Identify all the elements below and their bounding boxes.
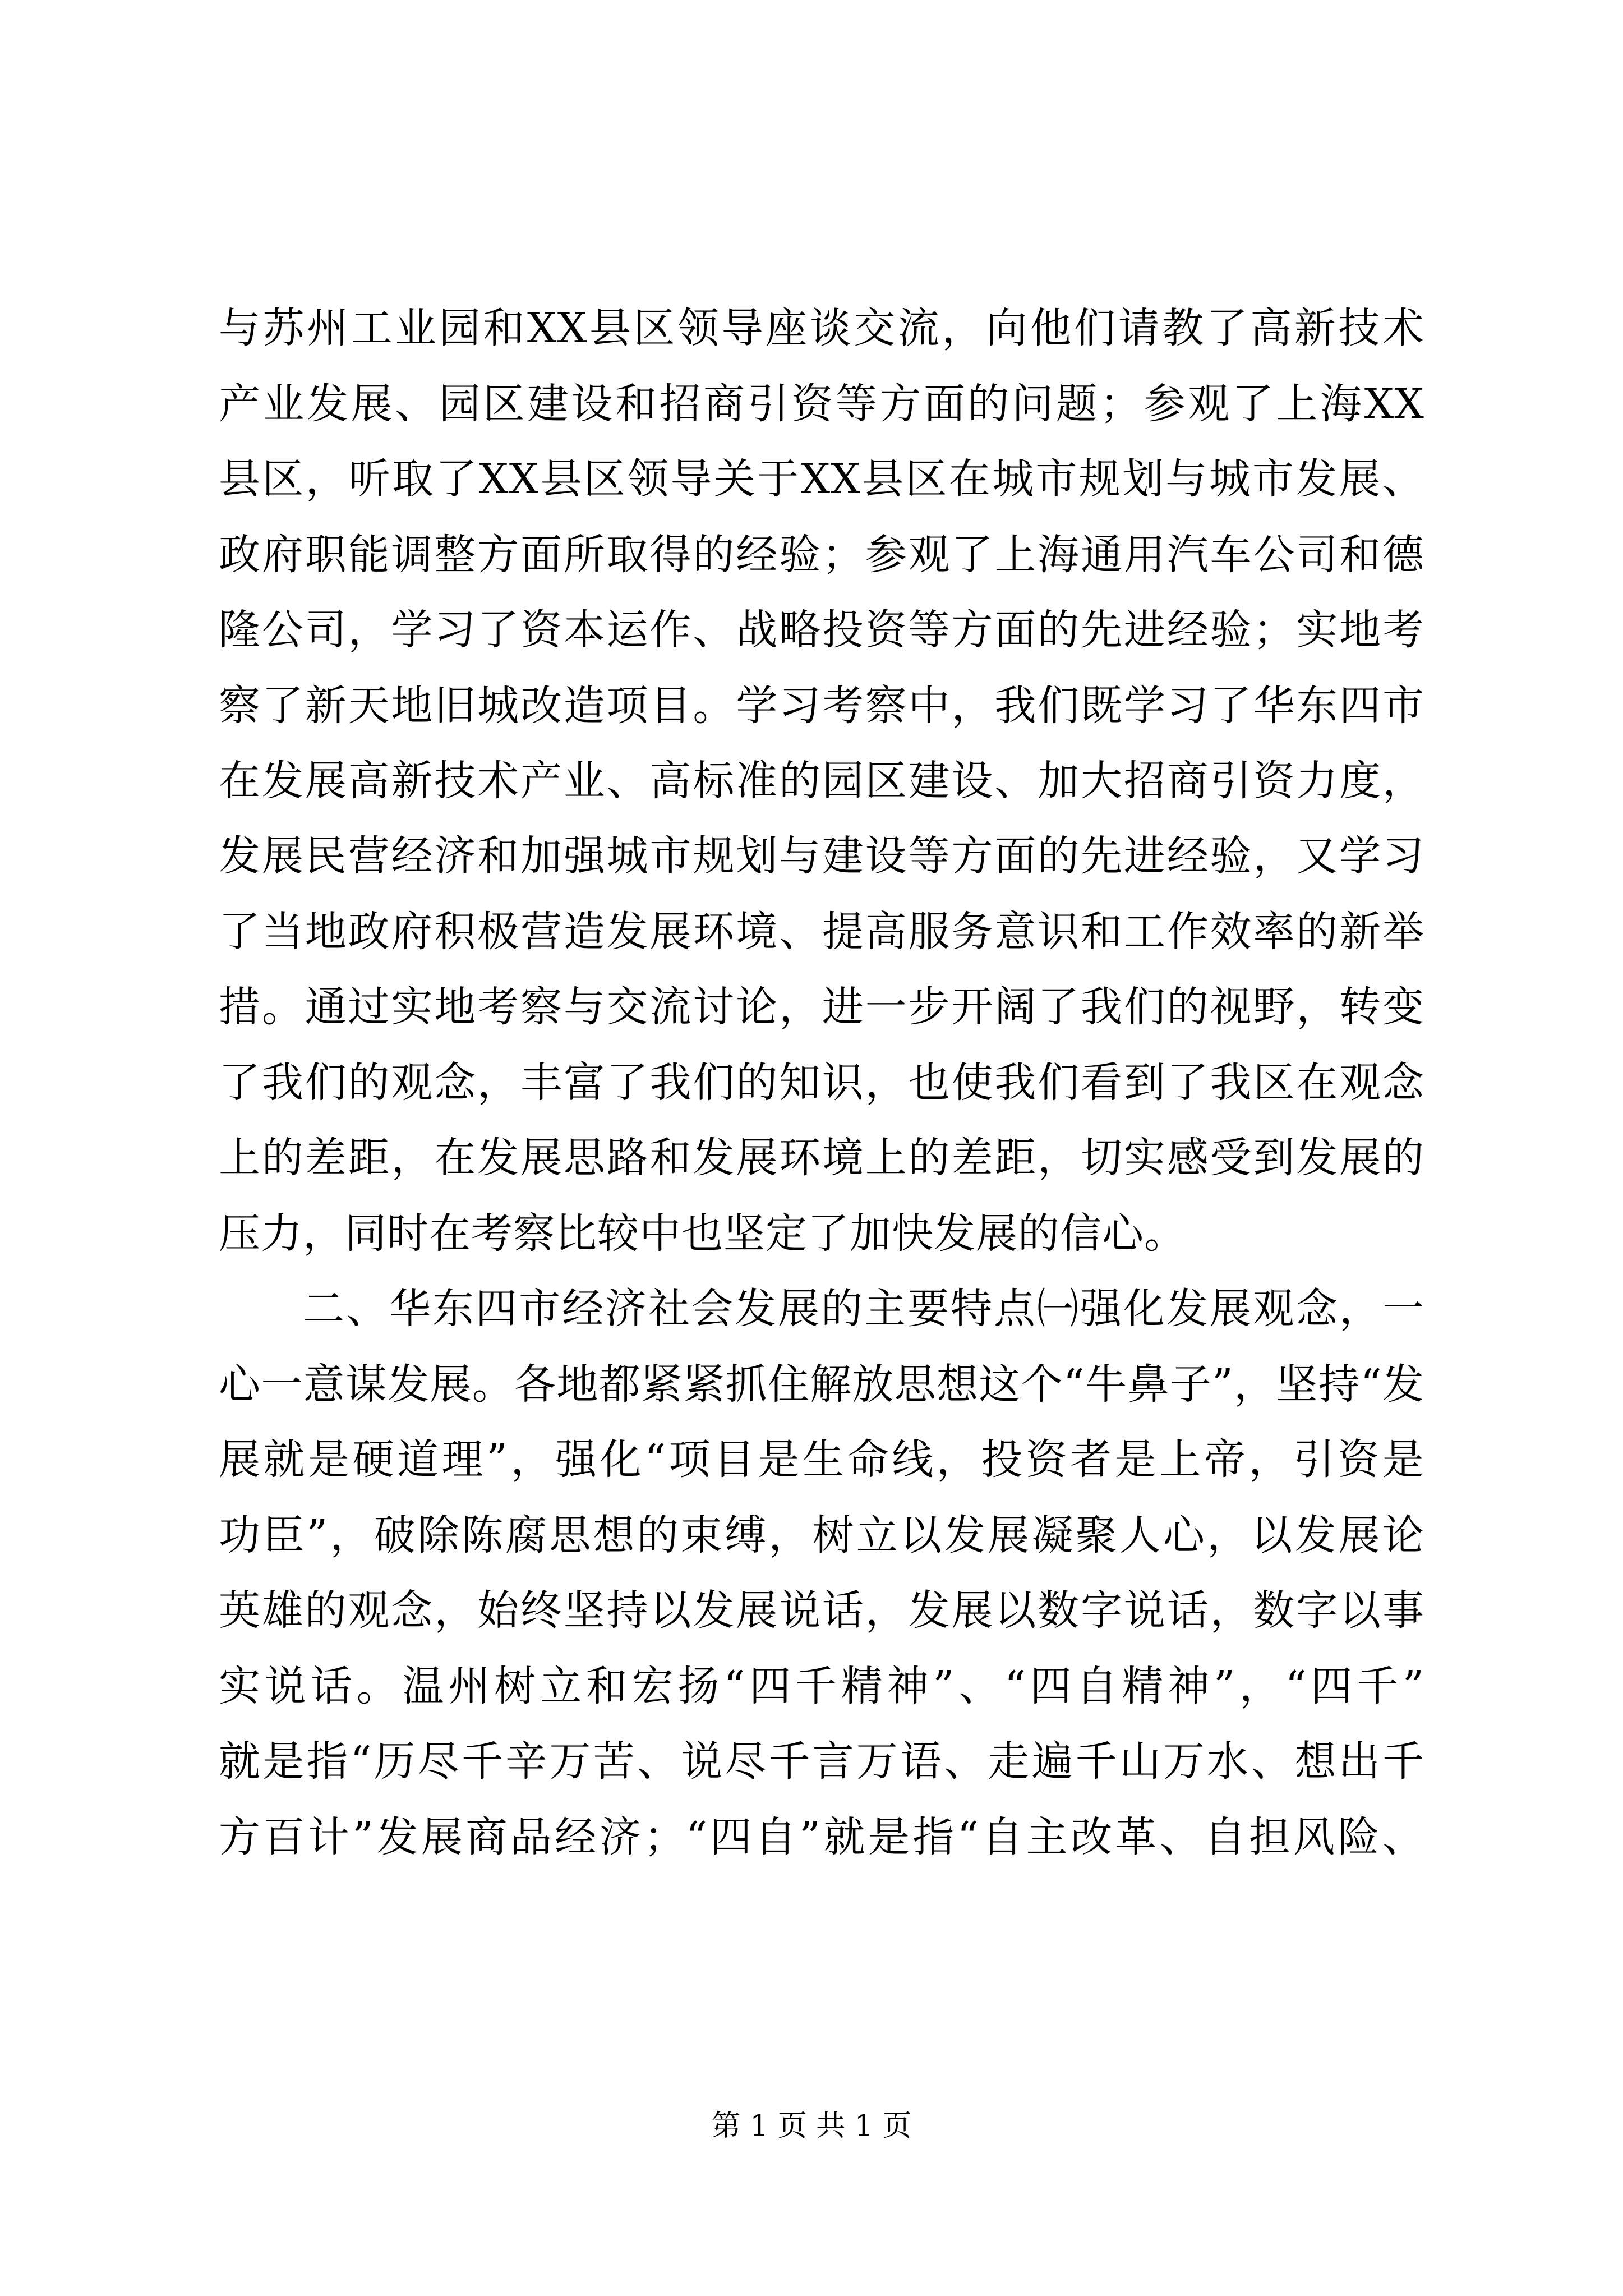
body-line-21: 方百计”发展商品经济；“四自”就是指“自主改革、自担风险、: [219, 1813, 1424, 1861]
body-line-3: 县区，听取了XX县区领导关于XX县区在城市规划与城市发展、: [219, 455, 1424, 503]
body-line-12: 上的差距，在发展思路和发展环境上的差距，切实感受到发展的: [219, 1134, 1424, 1182]
body-line-2: 产业发展、园区建设和招商引资等方面的问题；参观了上海XX: [219, 380, 1424, 428]
page-footer: 第 1 页 共 1 页: [711, 2109, 912, 2143]
body-line-5: 隆公司，学习了资本运作、战略投资等方面的先进经验；实地考: [219, 606, 1424, 654]
body-line-18: 英雄的观念，始终坚持以发展说话，发展以数字说话，数字以事: [219, 1586, 1424, 1635]
body-line-10: 措。通过实地考察与交流讨论，进一步开阔了我们的视野，转变: [219, 983, 1424, 1031]
body-line-9: 了当地政府积极营造发展环境、提高服务意识和工作效率的新举: [219, 908, 1424, 956]
body-line-11: 了我们的观念，丰富了我们的知识，也使我们看到了我区在观念: [219, 1059, 1424, 1107]
body-line-17: 功臣”，破除陈腐思想的束缚，树立以发展凝聚人心，以发展论: [219, 1511, 1424, 1559]
body-line-7: 在发展高新技术产业、高标准的园区建设、加大招商引资力度，: [219, 757, 1424, 805]
body-line-19: 实说话。温州树立和宏扬“四千精神”、“四自精神”，“四千”: [219, 1662, 1424, 1710]
body-line-16: 展就是硬道理”，强化“项目是生命线，投资者是上帝，引资是: [219, 1435, 1424, 1484]
body-line-6: 察了新天地旧城改造项目。学习考察中，我们既学习了华东四市: [219, 682, 1424, 730]
body-line-13: 压力，同时在考察比较中也坚定了加快发展的信心。: [219, 1209, 1186, 1258]
body-line-1: 与苏州工业园和XX县区领导座谈交流，向他们请教了高新技术: [219, 304, 1424, 352]
body-line-4: 政府职能调整方面所取得的经验；参观了上海通用汽车公司和德: [219, 531, 1424, 579]
body-line-8: 发展民营经济和加强城市规划与建设等方面的先进经验，又学习: [219, 832, 1424, 880]
body-line-20: 就是指“历尽千辛万苦、说尽千言万语、走遍千山万水、想出千: [219, 1737, 1424, 1786]
body-line-15: 心一意谋发展。各地都紧紧抓住解放思想这个“牛鼻子”，坚持“发: [219, 1360, 1424, 1409]
section-heading-line: 二、华东四市经济社会发展的主要特点㈠强化发展观念，一: [303, 1285, 1424, 1333]
